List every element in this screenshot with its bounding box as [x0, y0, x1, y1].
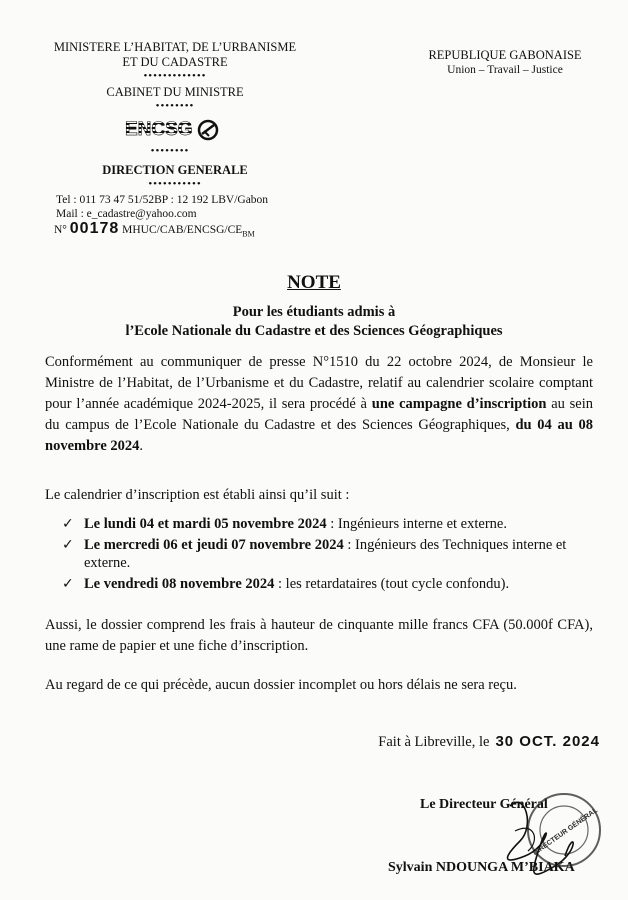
note-title: NOTE: [287, 272, 341, 293]
place-date: [360, 733, 600, 751]
signatory-name: Sylvain NDOUNGA M’BIAKA: [388, 860, 575, 875]
separator-stars: •••••••••••••: [143, 70, 207, 82]
logo-text: ENCSG: [125, 119, 193, 140]
separator-stars: ••••••••: [155, 100, 195, 112]
ministry-name-line2: ET DU CADASTRE: [122, 55, 228, 69]
ref-suffix: MHUC/CAB/ENCSG/CE: [122, 224, 243, 236]
contact-block: [56, 193, 268, 221]
paragraph-fees: Aussi, le dossier comprend les frais à hauteur de cinquante mille francs CFA (50.000f CFA), une rame de papier et une fiche d’inscription.: [45, 617, 593, 654]
email: Mail : e_cadastre@yahoo.com: [56, 208, 197, 220]
list-item: [62, 536, 592, 572]
calendar-list: [62, 515, 592, 596]
reference-number: [54, 221, 255, 242]
national-motto: Union – Travail – Justice: [447, 64, 563, 76]
intro-bold-dates: du 04 au 08 novembre 2024: [45, 417, 593, 454]
ministry-header: [50, 40, 300, 112]
republic-header: [420, 48, 590, 78]
signature-scribble: [480, 786, 610, 886]
checkmark-icon: ✓: [62, 537, 74, 553]
logo-emblem-icon: [197, 119, 219, 141]
item-text: : Ingénieurs des Techniques interne et externe.: [84, 537, 567, 571]
paragraph-calendar: Le calendrier d’inscription est établi ainsi qu’il suit :: [45, 487, 350, 503]
place-text: Fait à Libreville, le: [378, 734, 490, 750]
item-date: Le mercredi 06 et jeudi 07 novembre 2024: [84, 537, 344, 553]
intro-end: .: [139, 438, 144, 454]
list-item: [62, 515, 592, 533]
signatory-title: Le Directeur Général: [420, 797, 548, 812]
paragraph-intro: [45, 352, 593, 457]
separator-stars: •••••••••••: [148, 178, 202, 190]
item-text: : Ingénieurs interne et externe.: [326, 516, 507, 532]
cabinet-label: CABINET DU MINISTRE: [106, 85, 244, 99]
intro-text: Conformément au communiquer de presse N°1510 du 22 octobre 2024, de Monsieur le Ministre de l’Habitat, de l’Urbanisme et du Cadastre, relatif au calendrier scolaire comptant pour l’année académique 2024-2025, il sera procédé à: [45, 354, 593, 412]
item-date: Le lundi 04 et mardi 05 novembre 2024: [84, 516, 327, 532]
subtitle-line1: Pour les étudiants admis à: [232, 304, 396, 320]
paragraph-warning: Au regard de ce qui précède, aucun dossier incomplet ou hors délais ne sera reçu.: [45, 677, 517, 693]
ref-number: 00178: [69, 220, 120, 237]
country-name: REPUBLIQUE GABONAISE: [428, 48, 582, 62]
separator-stars: ••••••••: [150, 145, 190, 157]
ref-tail: BM: [242, 229, 255, 239]
note-subtitle: [0, 303, 628, 341]
direction-header: [50, 163, 300, 190]
item-text: : les retardataires (tout cycle confondu).: [274, 576, 510, 592]
ministry-name-line1: MINISTERE L’HABITAT, DE L’URBANISME: [53, 40, 297, 54]
item-date: Le vendredi 08 novembre 2024: [84, 576, 275, 592]
telephone: Tel : 011 73 47 51/52BP : 12 192 LBV/Gabon: [56, 194, 269, 206]
ref-prefix: N°: [54, 224, 67, 236]
encsg-logo: [125, 118, 219, 142]
intro-bold-campaign: une campagne d’inscription: [371, 396, 547, 412]
checkmark-icon: ✓: [62, 576, 74, 592]
subtitle-line2: l’Ecole Nationale du Cadastre et des Sciences Géographiques: [125, 323, 503, 339]
list-item: [62, 575, 592, 593]
seal-text: DIRECTEUR GÉNÉRAL: [531, 807, 599, 858]
checkmark-icon: ✓: [62, 516, 74, 532]
stamped-date: 30 OCT. 2024: [495, 733, 600, 750]
direction-label: DIRECTION GENERALE: [102, 163, 248, 177]
intro-text-2: au sein du campus de l’Ecole Nationale du Cadastre et des Sciences Géographiques,: [45, 396, 594, 433]
